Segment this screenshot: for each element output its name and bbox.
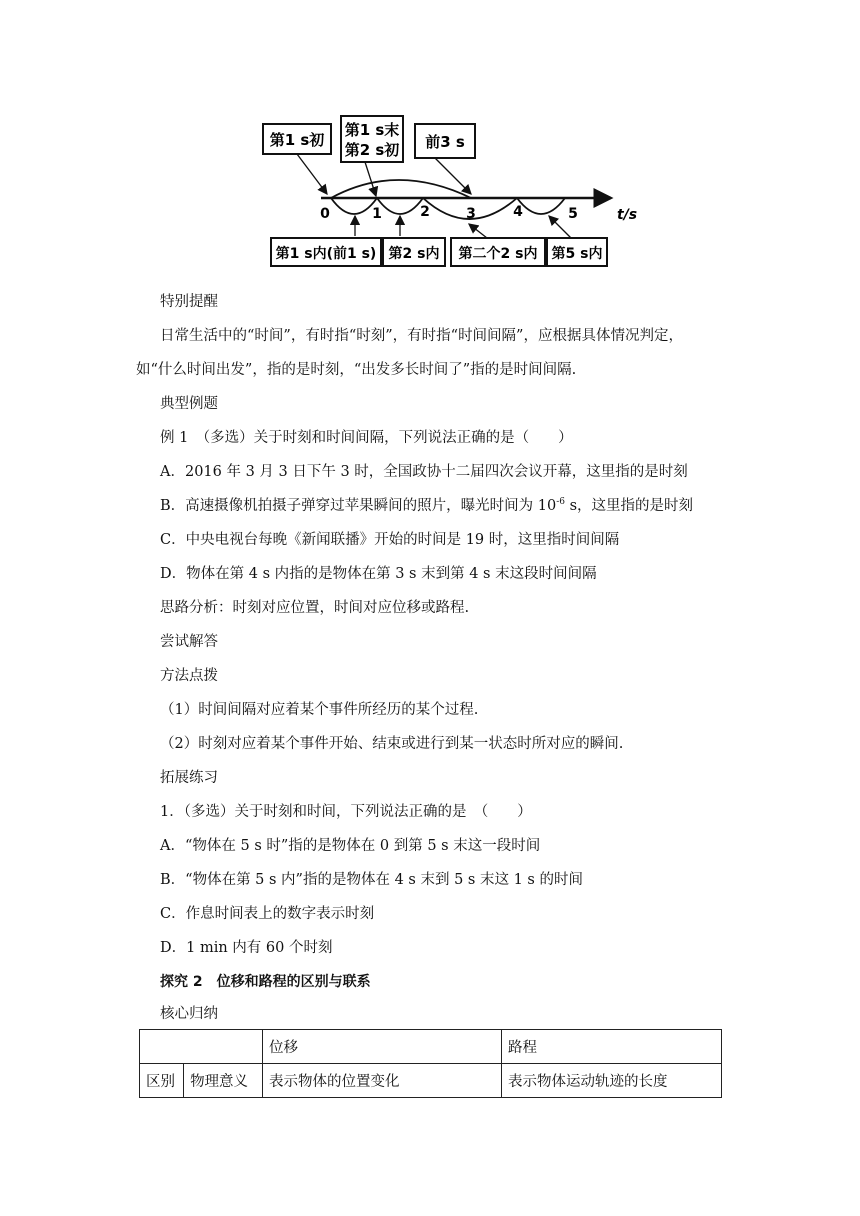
core-heading: 核心归纳 bbox=[160, 1006, 218, 1022]
arc-1st-second bbox=[331, 198, 377, 214]
tick-1: 1 bbox=[372, 206, 382, 222]
tick-3: 3 bbox=[466, 206, 476, 222]
tick-4: 4 bbox=[513, 204, 523, 220]
tick-5: 5 bbox=[568, 206, 578, 222]
method-heading: 方法点拨 bbox=[160, 668, 218, 684]
table-header-distance: 路程 bbox=[502, 1030, 722, 1064]
label-start-1s: 第1 s初 bbox=[269, 131, 325, 149]
method-point-1: （1）时间间隔对应着某个事件所经历的某个过程. bbox=[160, 702, 479, 718]
table-header-displacement: 位移 bbox=[263, 1030, 502, 1064]
table-row bbox=[140, 1064, 722, 1098]
practice-heading: 拓展练习 bbox=[160, 770, 218, 786]
time-axis-figure bbox=[255, 112, 638, 270]
table-header-empty bbox=[140, 1030, 263, 1064]
axis-label: t/s bbox=[617, 207, 638, 223]
tick-2: 2 bbox=[420, 204, 430, 220]
practice-option-b: B．“物体在第 5 s 内”指的是物体在 4 s 末到 5 s 末这 1 s 的时间 bbox=[160, 872, 583, 888]
practice-option-c: C．作息时间表上的数字表示时刻 bbox=[160, 906, 375, 922]
label-start-2s: 第2 s初 bbox=[344, 141, 400, 159]
special-heading: 特别提醒 bbox=[160, 294, 218, 310]
label-within-1s: 第1 s内(前1 s) bbox=[275, 246, 377, 262]
table-cell-difference: 区别 bbox=[140, 1064, 184, 1098]
label-within-2s: 第2 s内 bbox=[388, 246, 440, 262]
analysis: 思路分析：时刻对应位置，时间对应位移或路程. bbox=[160, 600, 470, 616]
label-second-2s: 第二个2 s内 bbox=[458, 246, 538, 262]
arc-first-3s bbox=[331, 180, 471, 198]
practice-question: 1．（多选）关于时刻和时间，下列说法正确的是 （ ） bbox=[160, 804, 532, 820]
table-header-row bbox=[140, 1030, 722, 1064]
label-end-1s: 第1 s末 bbox=[344, 121, 400, 139]
table-cell-distance-meaning: 表示物体运动轨迹的长度 bbox=[502, 1064, 722, 1098]
practice-option-d: D．1 min 内有 60 个时刻 bbox=[160, 940, 333, 956]
time-axis-diagram bbox=[255, 112, 638, 270]
arc-2nd-second bbox=[377, 198, 423, 214]
special-paragraph-line-2: 如“什么时间出发”，指的是时刻，“出发多长时间了”指的是时间间隔. bbox=[136, 362, 577, 378]
example-question: 例 1 （多选）关于时刻和时间间隔，下列说法正确的是（ ） bbox=[160, 430, 573, 446]
try-heading: 尝试解答 bbox=[160, 634, 218, 650]
example-option-a: A．2016 年 3 月 3 日下午 3 时，全国政协十二届四次会议开幕，这里指的是时刻 bbox=[160, 464, 688, 480]
example-option-d: D．物体在第 4 s 内指的是物体在第 3 s 末到第 4 s 末这段时间间隔 bbox=[160, 566, 597, 582]
special-paragraph-line-1: 日常生活中的“时间”，有时指“时刻”，有时指“时间间隔”，应根据具体情况判定， bbox=[160, 328, 683, 344]
tick-0: 0 bbox=[320, 206, 330, 222]
example-heading: 典型例题 bbox=[160, 396, 218, 412]
example-option-b: B．高速摄像机拍摄子弹穿过苹果瞬间的照片，曝光时间为 $10^{-6}$ s，这里指的是时刻 bbox=[160, 497, 694, 514]
exponent: -6 bbox=[556, 497, 565, 507]
comparison-table bbox=[139, 1029, 722, 1098]
table-cell-physical-meaning: 物理意义 bbox=[184, 1064, 263, 1098]
practice-option-a: A．“物体在 5 s 时”指的是物体在 0 到第 5 s 末这一段时间 bbox=[160, 838, 541, 854]
explore-heading: 探究 2 位移和路程的区别与联系 bbox=[160, 974, 371, 990]
example-option-c: C．中央电视台每晚《新闻联播》开始的时间是 19 时，这里指时间间隔 bbox=[160, 532, 620, 548]
table-cell-displacement-meaning: 表示物体的位置变化 bbox=[263, 1064, 502, 1098]
method-point-2: （2）时刻对应着某个事件开始、结束或进行到某一状态时所对应的瞬间. bbox=[160, 736, 624, 752]
label-first-3s: 前3 s bbox=[425, 133, 465, 151]
arc-5th-second bbox=[517, 198, 565, 214]
label-within-5s: 第5 s内 bbox=[551, 246, 603, 262]
